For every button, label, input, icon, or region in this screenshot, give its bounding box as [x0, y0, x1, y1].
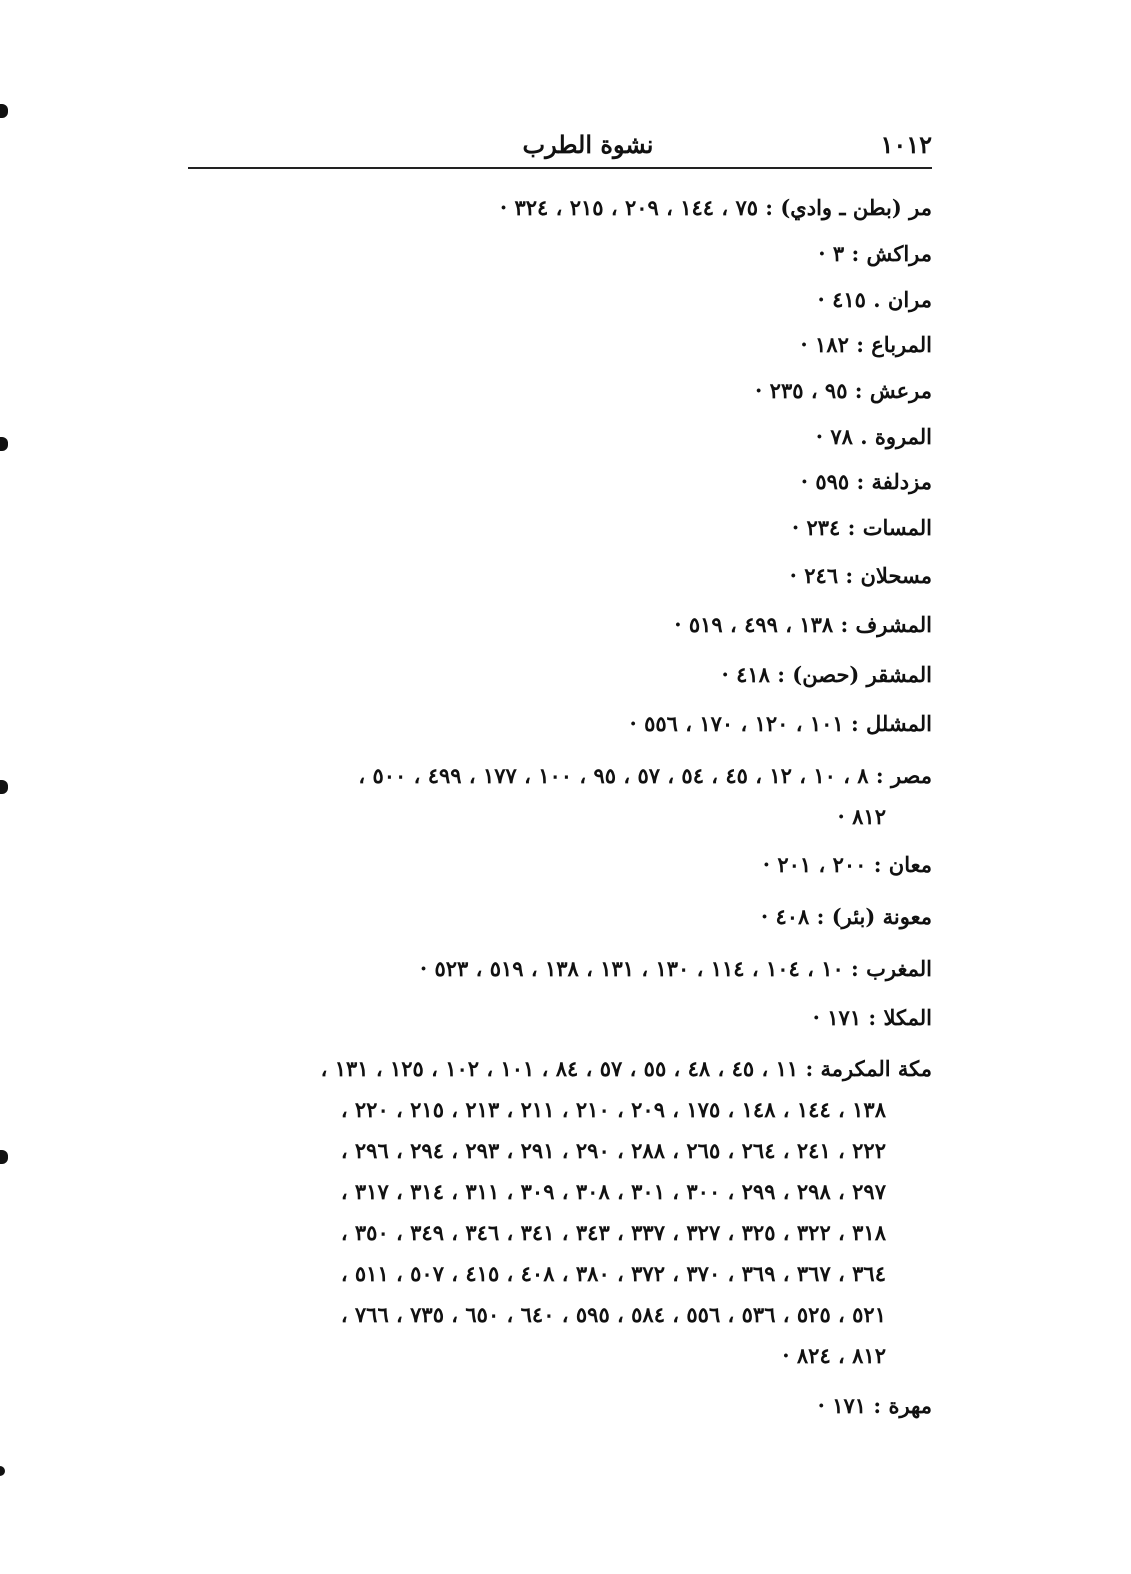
- index-entry-continuation: ١٣٨ ، ١٤٤ ، ١٤٨ ، ١٧٥ ، ٢٠٩ ، ٢١٠ ، ٢١١ ، ٢١٣ ، ٢١٥ ، ٢٢٠ ،: [340, 1097, 886, 1122]
- index-entry: مكة المكرمة : ١١ ، ٤٥ ، ٤٨ ، ٥٥ ، ٥٧ ، ٨٤ ، ١٠١ ، ١٠٢ ، ١٢٥ ، ١٣١ ،: [320, 1056, 932, 1081]
- scan-margin-mark: [0, 437, 8, 451]
- index-entry-continuation: ٣٦٤ ، ٣٦٧ ، ٣٦٩ ، ٣٧٠ ، ٣٧٢ ، ٣٨٠ ، ٤٠٨ ، ٤١٥ ، ٥٠٧ ، ٥١١ ،: [340, 1261, 886, 1286]
- scan-margin-mark: [0, 1466, 5, 1476]
- index-entry-continuation: ٥٢١ ، ٥٢٥ ، ٥٣٦ ، ٥٥٦ ، ٥٨٤ ، ٥٩٥ ، ٦٤٠ ، ٦٥٠ ، ٧٣٥ ، ٧٦٦ ،: [340, 1302, 886, 1327]
- index-entry: مراكش : ٣ ·: [818, 241, 932, 266]
- index-entry: معان : ٢٠٠ ، ٢٠١ ·: [762, 852, 932, 877]
- index-entry: المروة . ٧٨ ·: [815, 424, 932, 449]
- index-entry: مزدلفة : ٥٩٥ ·: [800, 469, 932, 494]
- scan-margin-mark: [0, 104, 8, 118]
- index-entry: المرباع : ١٨٢ ·: [800, 332, 932, 357]
- scan-margin-mark: [0, 1150, 8, 1164]
- index-entry: المشلل : ١٠١ ، ١٢٠ ، ١٧٠ ، ٥٥٦ ·: [629, 711, 932, 736]
- page-number: ١٠١٢: [880, 130, 932, 159]
- running-title: نشوة الطرب: [522, 130, 654, 159]
- index-entry-continuation: ٢٩٧ ، ٢٩٨ ، ٢٩٩ ، ٣٠٠ ، ٣٠١ ، ٣٠٨ ، ٣٠٩ ، ٣١١ ، ٣١٤ ، ٣١٧ ،: [340, 1179, 886, 1204]
- index-entry: مرعش : ٩٥ ، ٢٣٥ ·: [755, 378, 932, 403]
- index-entry: مصر : ٨ ، ١٠ ، ١٢ ، ٤٥ ، ٥٤ ، ٥٧ ، ٩٥ ، ١٠٠ ، ١٧٧ ، ٤٩٩ ، ٥٠٠ ،: [358, 763, 932, 788]
- index-entry: مران . ٤١٥ ·: [817, 287, 932, 312]
- index-entry: مهرة : ١٧١ ·: [817, 1393, 932, 1418]
- index-entry-continuation: ٣١٨ ، ٣٢٢ ، ٣٢٥ ، ٣٢٧ ، ٣٣٧ ، ٣٤٣ ، ٣٤١ ، ٣٤٦ ، ٣٤٩ ، ٣٥٠ ،: [340, 1220, 886, 1245]
- index-entry: مسحلان : ٢٤٦ ·: [789, 563, 932, 588]
- index-entry: معونة (بئر) : ٤٠٨ ·: [760, 904, 932, 929]
- index-entry: المكلا : ١٧١ ·: [812, 1005, 932, 1030]
- index-entry: المغرب : ١٠ ، ١٠٤ ، ١١٤ ، ١٣٠ ، ١٣١ ، ١٣٨ ، ٥١٩ ، ٥٢٣ ·: [419, 956, 932, 981]
- running-header: [188, 130, 932, 166]
- scan-margin-mark: [0, 780, 8, 794]
- index-entry: مر (بطن ـ وادي) : ٧٥ ، ١٤٤ ، ٢٠٩ ، ٢١٥ ، ٣٢٤ ·: [499, 195, 932, 220]
- header-rule: [188, 167, 932, 169]
- index-entry-continuation: ٨١٢ ، ٨٢٤ ·: [782, 1343, 886, 1368]
- index-entry-continuation: ٨١٢ ·: [837, 804, 886, 829]
- index-entry-continuation: ٢٢٢ ، ٢٤١ ، ٢٦٤ ، ٢٦٥ ، ٢٨٨ ، ٢٩٠ ، ٢٩١ ، ٢٩٣ ، ٢٩٤ ، ٢٩٦ ،: [340, 1138, 886, 1163]
- index-entry: المشقر (حصن) : ٤١٨ ·: [721, 662, 932, 687]
- index-entry: المشرف : ١٣٨ ، ٤٩٩ ، ٥١٩ ·: [674, 612, 932, 637]
- index-entry: المسات : ٢٣٤ ·: [791, 515, 932, 540]
